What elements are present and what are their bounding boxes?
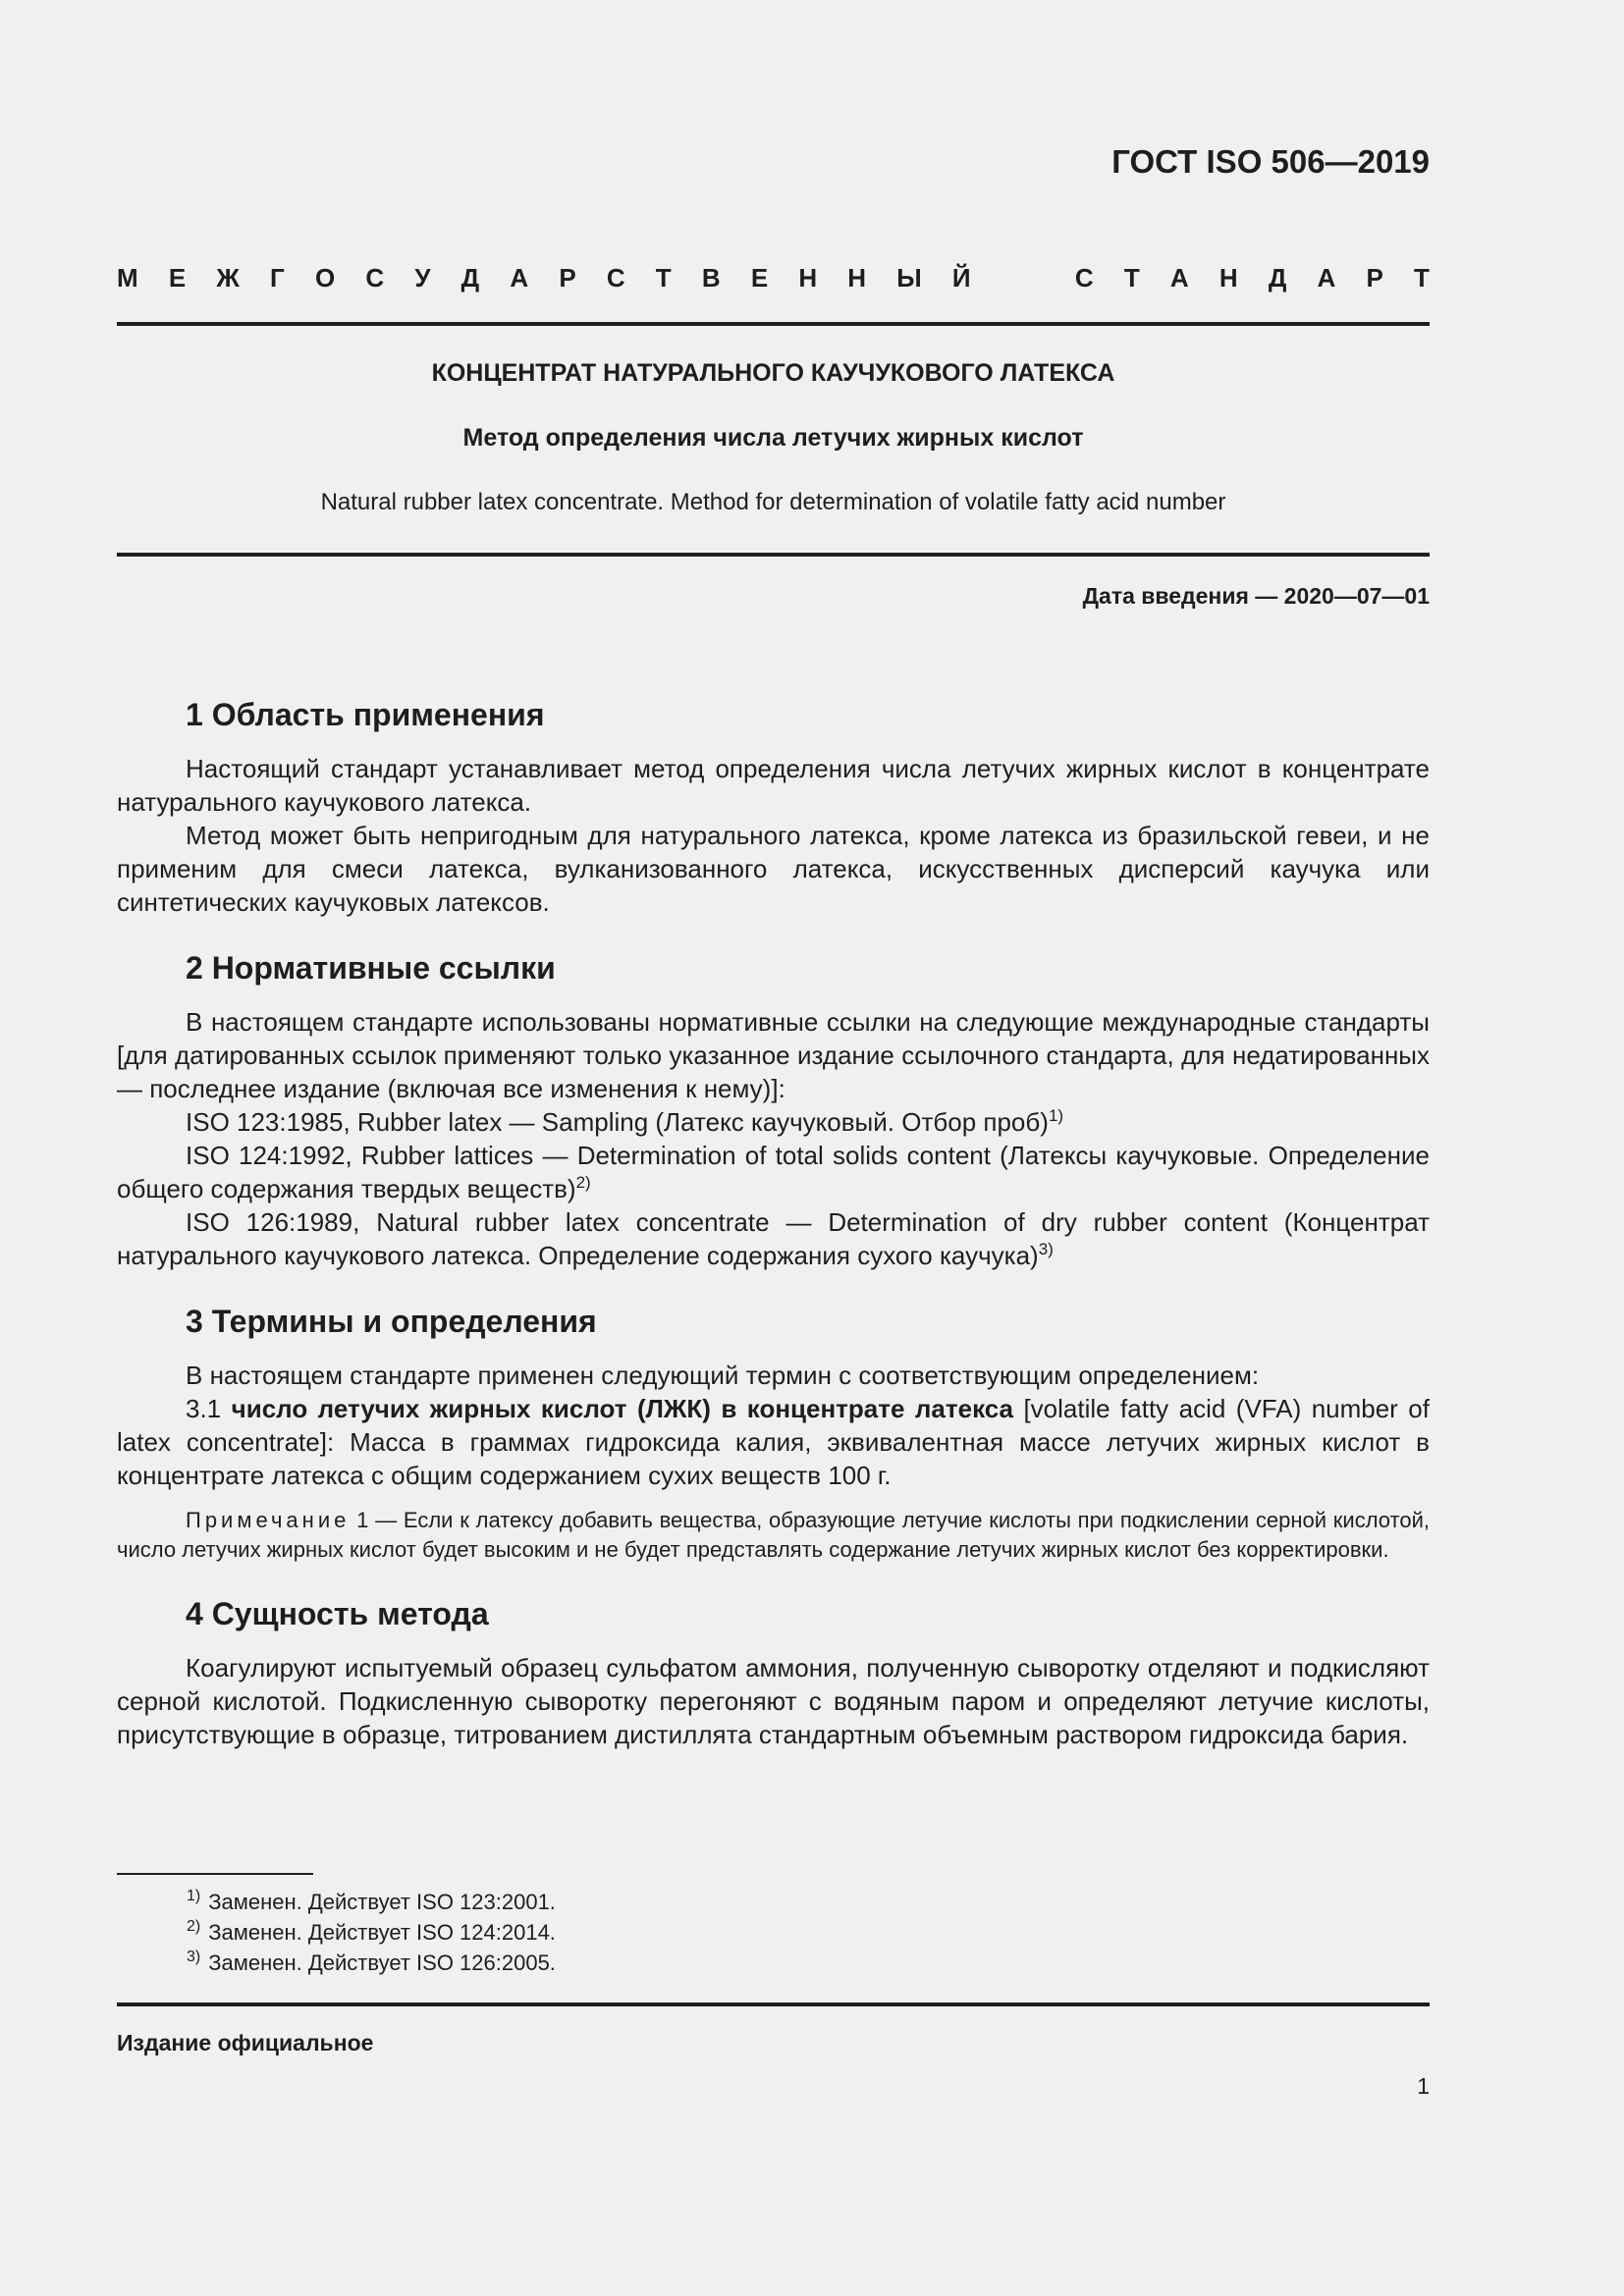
banner-letter: С	[1074, 263, 1094, 293]
banner-letter: А	[1169, 263, 1189, 293]
banner-letter: Р	[559, 263, 576, 293]
banner-letter: Е	[168, 263, 187, 293]
standard-code: ГОСТ ISO 506—2019	[1111, 143, 1430, 180]
footnote-marker: 3)	[187, 1949, 201, 1965]
reference-text: ISO 123:1985, Rubber latex — Sampling (Латекс каучуковый. Отбор проб)	[186, 1107, 1049, 1137]
note-label: Примечание	[186, 1508, 351, 1532]
section-normative-references	[117, 948, 1430, 1272]
banner-letter: Н	[847, 263, 867, 293]
paragraph: В настоящем стандарте применен следующий термин с соответствующим определением:	[186, 1361, 1260, 1390]
document-body	[117, 695, 1430, 1781]
reference-item	[117, 1205, 1430, 1272]
paragraph: Настоящий стандарт устанавливает метод определения числа летучих жирных кислот в концентрате натурального каучукового латекса.	[117, 754, 1430, 817]
banner-letter: Р	[1366, 263, 1383, 293]
footer-divider	[117, 2002, 1430, 2006]
note	[117, 1506, 1430, 1565]
section-terms-definitions	[117, 1302, 1430, 1565]
banner-word-gap	[1001, 263, 1045, 294]
footnote-text: Заменен. Действует ISO 124:2014.	[208, 1920, 556, 1945]
section-heading: 1 Область применения	[186, 697, 545, 732]
note-text: 1 — Если к латексу добавить вещества, образующие летучие кислоты при подкислении серной кислотой, число летучих жирных кислот будет высоким и не будет представлять содержание летучих жирных кислот без корректировки.	[117, 1508, 1430, 1562]
section-scope	[117, 695, 1430, 919]
paragraph: В настоящем стандарте использованы нормативные ссылки на следующие международные стандарты [для датированных ссылок применяют только указанное издание ссылочного стандарта, для недатированных — последнее издание (включая все изменения к нему)]:	[117, 1007, 1430, 1103]
banner-letter: С	[606, 263, 625, 293]
term-name: число летучих жирных кислот (ЛЖК) в концентрате латекса	[231, 1394, 1013, 1423]
banner-letter: Н	[1218, 263, 1238, 293]
banner-letter: Ж	[216, 263, 240, 293]
banner-letter: Т	[655, 263, 672, 293]
section-method-principle	[117, 1594, 1430, 1751]
footnote-marker: 1)	[187, 1888, 201, 1904]
banner-letter: Д	[1268, 263, 1287, 293]
banner-letter: М	[117, 263, 138, 293]
page-number: 1	[1417, 2073, 1430, 2099]
footnote-marker: 3)	[1038, 1240, 1054, 1258]
banner-letter: Т	[1123, 263, 1140, 293]
banner-letter: Н	[798, 263, 818, 293]
section-heading: 4 Сущность метода	[186, 1596, 489, 1631]
footnote-text: Заменен. Действует ISO 123:2001.	[208, 1890, 556, 1914]
banner-letter: У	[414, 263, 431, 293]
footnote-marker: 1)	[1048, 1106, 1064, 1125]
footnote-divider	[117, 1873, 313, 1875]
footnote-marker: 2)	[187, 1918, 201, 1935]
section-heading: 2 Нормативные ссылки	[186, 950, 556, 986]
footnote-text: Заменен. Действует ISO 126:2005.	[208, 1950, 556, 1975]
footnotes	[187, 1887, 556, 1978]
footnote-marker: 2)	[575, 1173, 591, 1192]
paragraph: Коагулируют испытуемый образец сульфатом аммония, полученную сыворотку отделяют и подкисляют серной кислотой. Подкисленную сыворотку перегоняют с водяным паром и определяют летучие кислоты, присутствующие в образце, титрованием дистиллята стандартным объемным раствором гидроксида бария.	[117, 1653, 1430, 1749]
reference-text: ISO 126:1989, Natural rubber latex concentrate — Determination of dry rubber content (Концентрат натурального каучукового латекса. Определение содержания сухого каучука)	[117, 1207, 1430, 1270]
title-divider	[117, 553, 1430, 557]
introduction-date: Дата введения — 2020—07—01	[1082, 583, 1430, 609]
official-edition-label: Издание официальное	[117, 2030, 374, 2056]
banner-letter: А	[510, 263, 529, 293]
paragraph: Метод может быть непригодным для натурального латекса, кроме латекса из бразильской гевеи, и не применим для смеси латекса, вулканизованного латекса, искусственных дисперсий каучука или синтетических каучуковых латексов.	[117, 821, 1430, 917]
reference-text: ISO 124:1992, Rubber lattices — Determination of total solids content (Латексы каучуковые. Определение общего содержания твердых веществ)	[117, 1141, 1430, 1203]
footnote	[187, 1917, 556, 1948]
banner-letter: Д	[460, 263, 480, 293]
banner-letter: Ы	[896, 263, 922, 293]
document-subtitle: Метод определения числа летучих жирных кислот	[462, 424, 1084, 452]
banner-letter: Е	[750, 263, 769, 293]
banner-letter: В	[701, 263, 721, 293]
banner-letter: Т	[1414, 263, 1430, 293]
reference-item	[117, 1139, 1430, 1205]
footnote	[187, 1948, 556, 1978]
banner-letter: С	[365, 263, 385, 293]
reference-item	[117, 1105, 1430, 1139]
term-number: 3.1	[186, 1394, 232, 1423]
banner-letter: О	[314, 263, 336, 293]
term-definition	[117, 1392, 1430, 1492]
banner-letter: Й	[951, 263, 971, 293]
footnote	[187, 1887, 556, 1917]
interstate-standard-banner	[117, 263, 1430, 294]
section-heading: 3 Термины и определения	[186, 1304, 597, 1339]
document-title: КОНЦЕНТРАТ НАТУРАЛЬНОГО КАУЧУКОВОГО ЛАТЕКСА	[431, 359, 1115, 387]
banner-letter: Г	[270, 263, 285, 293]
banner-letter: А	[1317, 263, 1336, 293]
top-divider	[117, 322, 1430, 326]
english-title: Natural rubber latex concentrate. Method for determination of volatile fatty acid number	[320, 489, 1226, 515]
term-text: [volatile fatty acid (VFA) number of latex concentrate]: Масса в граммах гидроксида калия, эквивалентная массе летучих жирных кислот в концентрате латекса с общим содержанием сухих веществ 100 г.	[117, 1394, 1430, 1490]
